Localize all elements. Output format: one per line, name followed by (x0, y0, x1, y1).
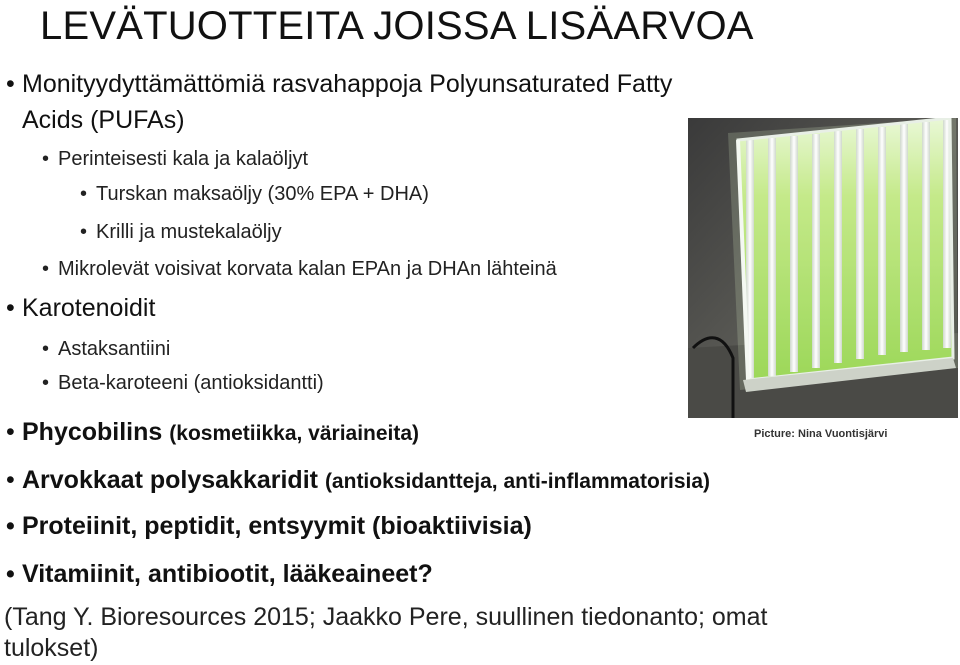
bullet-phycobilins (22, 418, 419, 447)
bullet-astaxanthin: • Astaksantiini (58, 338, 170, 361)
bullet-vitamins: • Vitamiinit, antibiootit, lääkeaineet? (22, 560, 433, 589)
bullet-microalgae: • Mikrolevät voisivat korvata kalan EPAn ja DHAn lähteinä (58, 258, 557, 281)
photo-caption: Picture: Nina Vuontisjärvi (754, 428, 888, 440)
phycobilins-main: Phycobilins (22, 418, 163, 446)
bullet-carotenoids: • Karotenoidit (22, 294, 155, 323)
bullet-polysaccharides (22, 466, 710, 495)
bullet-fish-oils: • Perinteisesti kala ja kalaöljyt (58, 148, 308, 171)
reference-line2: tulokset) (4, 634, 99, 662)
slide-title: LEVÄTUOTTEITA JOISSA LISÄARVOA (40, 4, 754, 48)
bullet-proteins: • Proteiinit, peptidit, entsyymit (bioaktiivisia) (22, 512, 532, 541)
phycobilins-detail: (kosmetiikka, väriaineita) (169, 422, 420, 445)
photobioreactor-photo (688, 118, 958, 418)
bullet-cod-liver-oil: • Turskan maksaöljy (30% EPA + DHA) (96, 183, 429, 206)
bullet-pufa-line1: • Monityydyttämättömiä rasvahappoja Polyunsaturated Fatty (22, 70, 672, 99)
bullet-beta-carotene: • Beta-karoteeni (antioksidantti) (58, 372, 324, 395)
polysaccharides-main: Arvokkaat polysakkaridit (22, 466, 318, 494)
polysaccharides-detail: (antioksidantteja, anti-inflammatorisia) (324, 470, 711, 493)
photobioreactor-illustration (688, 118, 958, 418)
reference-line1: (Tang Y. Bioresources 2015; Jaakko Pere, suullinen tiedonanto; omat (4, 603, 768, 631)
bullet-krill-oil: • Krilli ja mustekalaöljy (96, 221, 282, 244)
bullet-pufa-line2: Acids (PUFAs) (22, 106, 185, 134)
